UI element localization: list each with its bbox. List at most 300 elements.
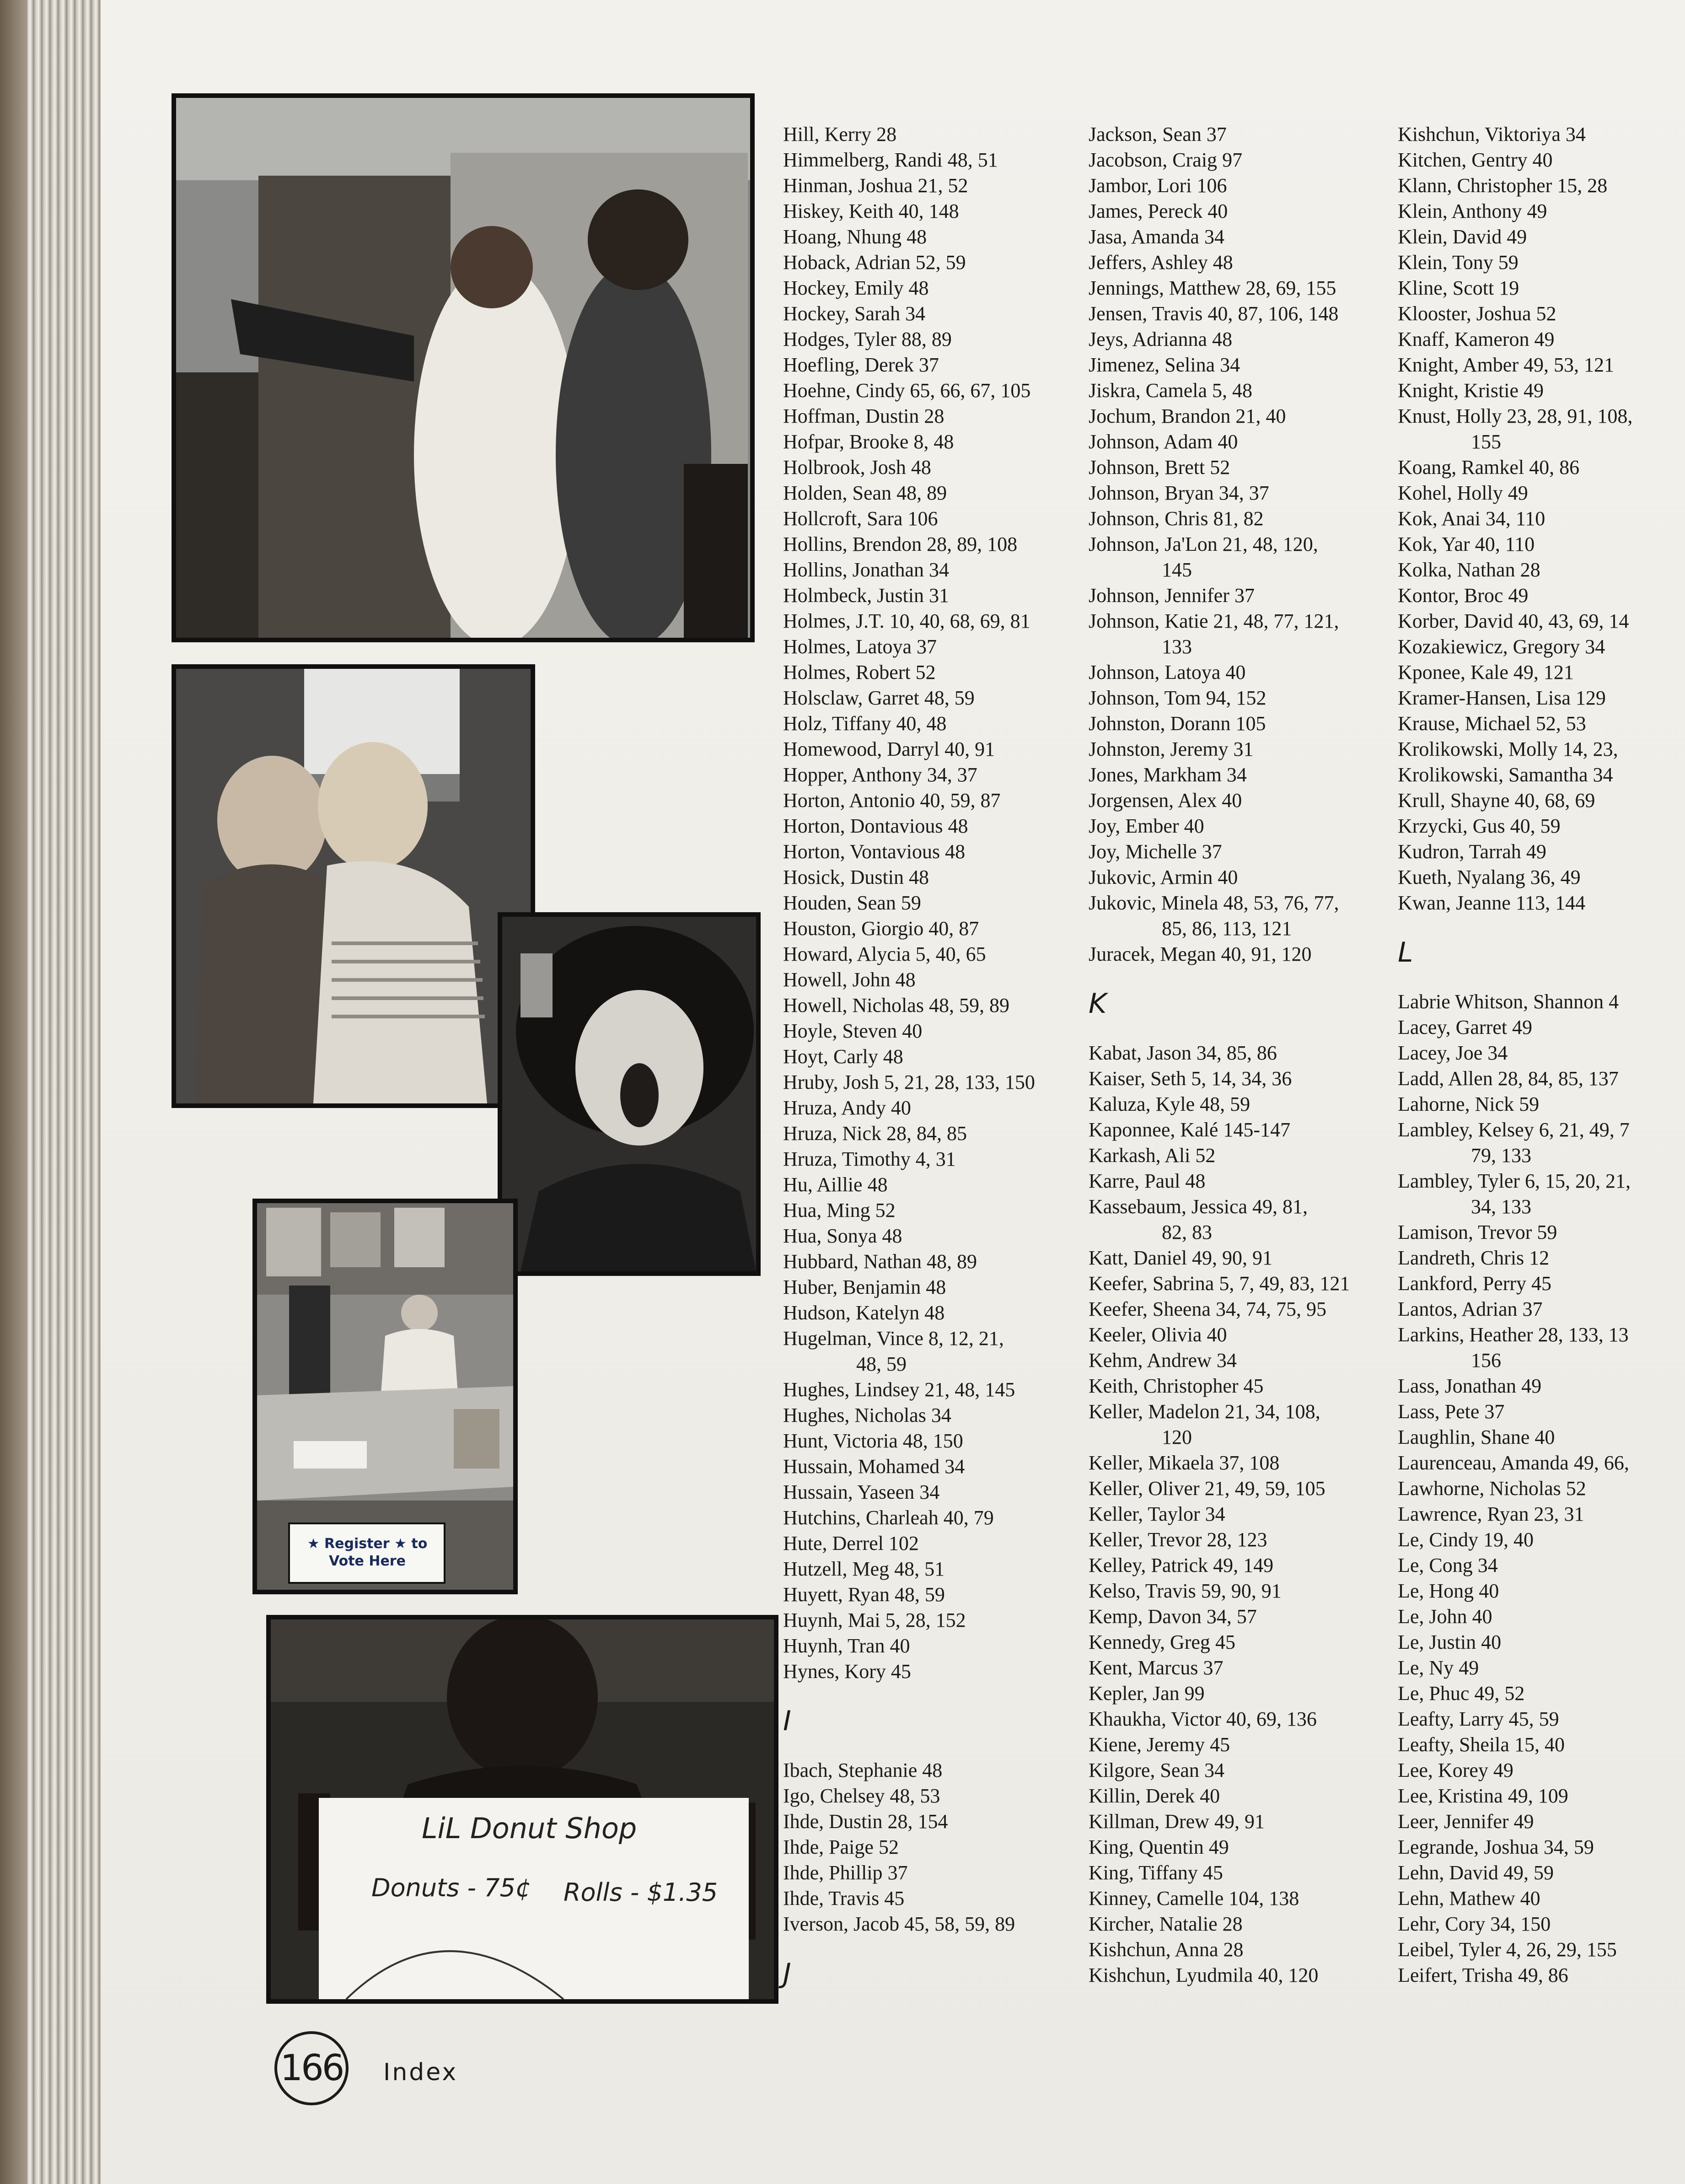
index-entry xyxy=(783,1809,1035,1834)
index-entry-pages: 48 xyxy=(867,1173,888,1196)
index-entry-pages: 28 xyxy=(1520,559,1540,581)
index-entry-pages: 40 xyxy=(1532,149,1553,171)
index-entry xyxy=(1398,1373,1632,1399)
index-entry xyxy=(1089,1373,1350,1399)
index-entry-pages: 59 xyxy=(1537,1221,1557,1243)
register-to-vote-sign: ★ Register ★ to Vote Here xyxy=(307,1536,428,1569)
index-entry-name: Laurenceau, Amanda xyxy=(1398,1452,1569,1474)
index-section-letter: I xyxy=(783,1705,791,1737)
index-entry-pages: 37 xyxy=(1234,584,1255,607)
index-column-h-j xyxy=(783,122,1035,2010)
index-entry-pages: 49, 59 xyxy=(1503,1861,1554,1884)
index-entry-name: Huynh, Mai xyxy=(783,1609,880,1631)
index-entry-name: Hoback, Adrian xyxy=(783,251,911,274)
index-entry-pages: 48 xyxy=(895,968,916,991)
index-entry xyxy=(1089,122,1350,147)
index-entry-name: Ihde, Dustin xyxy=(783,1810,883,1833)
index-entry-name: Holz, Tiffany xyxy=(783,712,891,735)
index-entry xyxy=(1398,1527,1632,1553)
index-entry xyxy=(783,1659,1035,1684)
index-entry-name: Karkash, Ali xyxy=(1089,1144,1191,1167)
index-entry xyxy=(1089,1348,1350,1373)
index-entry-pages: 34 xyxy=(905,302,926,325)
index-entry-name: Hill, Kerry xyxy=(783,123,872,145)
index-entry-pages-continued: 34, 133 xyxy=(1471,1195,1531,1218)
index-entry xyxy=(1089,275,1350,301)
index-entry-pages: 4 xyxy=(1609,990,1619,1013)
index-entry xyxy=(783,865,1035,890)
index-entry xyxy=(1089,403,1350,429)
index-entry-pages: 21, 48, 120, xyxy=(1222,533,1318,555)
index-entry xyxy=(1089,506,1350,532)
index-entry xyxy=(783,1070,1035,1095)
index-entry-pages: 40, 59 xyxy=(1510,815,1561,837)
index-section-letter: K xyxy=(1089,988,1107,1020)
index-entry xyxy=(783,839,1035,865)
index-entry-name: Lass, Jonathan xyxy=(1398,1375,1517,1397)
index-entry xyxy=(1089,1322,1350,1348)
index-entry-name: Ihde, Travis xyxy=(783,1887,880,1910)
index-entry xyxy=(783,1608,1035,1633)
index-entry xyxy=(1398,583,1632,608)
index-entry-pages: 34 xyxy=(1204,1759,1224,1781)
index-entry-pages: 106 xyxy=(907,507,938,530)
index-entry-pages: 40, 110 xyxy=(1475,533,1535,555)
index-entry-name: Hoang, Nhung xyxy=(783,226,902,248)
index-entry xyxy=(1089,224,1350,250)
index-entry-pages: 49, 91 xyxy=(1214,1810,1265,1833)
index-entry-name: Lankford, Perry xyxy=(1398,1272,1527,1295)
index-entry-name: Johnson, Chris xyxy=(1089,507,1208,530)
index-entry xyxy=(783,813,1035,839)
index-entry xyxy=(1089,429,1350,455)
index-entry-name: Leer, Jennifer xyxy=(1398,1810,1509,1833)
index-entry-pages: 34 xyxy=(944,1455,965,1478)
index-entry xyxy=(1089,1296,1350,1322)
index-entry xyxy=(1089,1450,1350,1476)
two-girls-hugging-photo xyxy=(172,664,535,1108)
index-entry-name: Hoffman, Dustin xyxy=(783,405,919,427)
index-entry xyxy=(783,122,1035,147)
index-entry-name: Horton, Antonio xyxy=(783,789,915,812)
index-entry-name: Lamison, Trevor xyxy=(1398,1221,1532,1243)
index-entry xyxy=(783,1300,1035,1326)
yearbook-page xyxy=(101,0,1685,2184)
index-entry-name: Lacey, Garret xyxy=(1398,1016,1507,1038)
index-entry-pages: 28, 84, 85, 137 xyxy=(1497,1067,1619,1090)
index-entry-pages: 28, 154 xyxy=(887,1810,948,1833)
index-entry xyxy=(783,1556,1035,1582)
index-entry-pages: 34, 74, 75, 95 xyxy=(1215,1298,1326,1320)
index-entry-name: Jukovic, Minela xyxy=(1089,892,1218,914)
index-entry xyxy=(1398,1296,1632,1322)
index-entry-pages: 102 xyxy=(888,1532,919,1555)
index-entry-pages: 52 xyxy=(1210,456,1230,479)
index-column-k-l xyxy=(1398,122,1632,1988)
index-entry xyxy=(1398,506,1632,532)
index-entry-name: Hoyt, Carly xyxy=(783,1045,878,1068)
index-entry-pages: 34, 37 xyxy=(1218,482,1269,504)
index-entry-pages: 40, 86 xyxy=(1529,456,1580,479)
index-entry-pages: 5, 21, 28, 133, 150 xyxy=(884,1071,1035,1093)
donut-sign-line2: Donuts - 75¢ xyxy=(371,1873,531,1902)
index-entry-name: James, Pereck xyxy=(1089,200,1203,222)
index-entry-pages: 48, 89 xyxy=(896,482,947,504)
index-entry-name: Houston, Giorgio xyxy=(783,917,924,940)
index-entry xyxy=(1089,199,1350,224)
index-entry xyxy=(1089,660,1350,685)
index-entry-name: Lawhorne, Nicholas xyxy=(1398,1477,1561,1500)
index-entry-pages: 48 xyxy=(1185,1170,1206,1192)
index-entry-name: Krolikowski, Samantha xyxy=(1398,764,1588,786)
index-entry-name: Hudson, Katelyn xyxy=(783,1302,920,1324)
index-entry-pages: 15, 40 xyxy=(1514,1733,1565,1756)
index-entry-pages: 49, 149 xyxy=(1213,1554,1274,1576)
index-entry-pages: 49 xyxy=(1513,1810,1534,1833)
index-entry-name: Hutchins, Charleah xyxy=(783,1506,939,1529)
index-entry-pages: 28 xyxy=(876,123,897,145)
index-entry-pages: 48 xyxy=(922,1759,943,1781)
index-entry xyxy=(783,429,1035,455)
index-entry xyxy=(783,762,1035,788)
index-entry-name: Hockey, Emily xyxy=(783,277,904,299)
index-entry xyxy=(1089,1501,1350,1527)
index-entry-pages: 34 xyxy=(1487,1042,1508,1064)
index-entry-name: Johnston, Dorann xyxy=(1089,712,1231,735)
index-entry-name: Howell, Nicholas xyxy=(783,994,924,1017)
index-entry-name: Jeffers, Ashley xyxy=(1089,251,1208,274)
index-entry xyxy=(783,275,1035,301)
index-entry-pages: 19 xyxy=(1499,277,1519,299)
index-entry-pages: 45 xyxy=(1215,1631,1235,1653)
index-entry-pages: 49 xyxy=(1508,482,1528,504)
index-entry xyxy=(783,608,1035,634)
index-entry-pages: 21, 48, 145 xyxy=(924,1378,1015,1401)
index-entry xyxy=(783,455,1035,480)
index-entry-name: Jones, Markham xyxy=(1089,764,1222,786)
index-entry xyxy=(1398,737,1632,762)
index-entry-pages: 28, 84, 85 xyxy=(886,1122,967,1145)
index-entry-name: Homewood, Darryl xyxy=(783,738,940,760)
index-entry-name: Kolka, Nathan xyxy=(1398,559,1515,581)
index-entry-name: Hoehne, Cindy xyxy=(783,379,905,402)
index-entry-name: Legrande, Joshua xyxy=(1398,1836,1539,1858)
index-entry xyxy=(1089,1245,1350,1271)
index-entry-name: Kueth, Nyalang xyxy=(1398,866,1525,888)
index-entry-pages: 49, 121 xyxy=(1513,661,1574,683)
index-entry xyxy=(1089,1143,1350,1168)
index-entry-name: Houden, Sean xyxy=(783,892,896,914)
index-entry-name: Keller, Madelon xyxy=(1089,1400,1220,1423)
index-entry-name: Joy, Ember xyxy=(1089,815,1179,837)
index-entry-pages: 40 xyxy=(1520,1887,1540,1910)
index-entry xyxy=(1398,455,1632,480)
index-entry xyxy=(783,1172,1035,1198)
index-entry-pages: 49, 90, 91 xyxy=(1192,1247,1273,1269)
index-entry-pages: 104, 138 xyxy=(1229,1887,1299,1910)
index-entry-name: Johnson, Jennifer xyxy=(1089,584,1229,607)
index-entry xyxy=(1398,1758,1632,1783)
index-entry-pages: 49, 66, xyxy=(1573,1452,1629,1474)
index-entry xyxy=(1398,1681,1632,1706)
index-entry-pages: 34 xyxy=(1565,123,1586,145)
index-entry-name: Jasa, Amanda xyxy=(1089,226,1199,248)
index-entry-name: Horton, Dontavious xyxy=(783,815,943,837)
index-entry-pages: 59 xyxy=(1519,1093,1540,1115)
index-entry-pages: 34 xyxy=(1205,1503,1225,1525)
index-entry-name: Jensen, Travis xyxy=(1089,302,1203,325)
index-entry-name: Leibel, Tyler xyxy=(1398,1938,1501,1961)
index-entry-name: Hockey, Sarah xyxy=(783,302,901,325)
index-entry-pages: 59, 90, 91 xyxy=(1201,1580,1282,1602)
index-entry-name: Hollins, Jonathan xyxy=(783,559,924,581)
index-entry-name: Kudron, Tarrah xyxy=(1398,840,1521,863)
index-entry-name: Keefer, Sabrina xyxy=(1089,1272,1214,1295)
index-entry xyxy=(783,1198,1035,1223)
index-entry xyxy=(1089,1194,1350,1245)
index-entry-pages: 21, 40 xyxy=(1235,405,1286,427)
index-entry-pages: 36, 49 xyxy=(1530,866,1581,888)
index-entry-name: Igo, Chelsey xyxy=(783,1785,885,1807)
index-entry xyxy=(1089,1860,1350,1886)
index-entry xyxy=(1398,352,1632,378)
index-entry xyxy=(783,199,1035,224)
index-entry-pages: 48, 59 xyxy=(924,687,975,709)
index-entry-name: Hruby, Josh xyxy=(783,1071,879,1093)
index-entry-pages: 34 xyxy=(1226,764,1247,786)
index-entry-pages: 34 xyxy=(931,1404,951,1426)
index-entry-name: Kishchun, Anna xyxy=(1089,1938,1218,1961)
index-entry-name: Kaponnee, Kalé xyxy=(1089,1119,1218,1141)
index-entry xyxy=(1398,839,1632,865)
index-entry xyxy=(783,1758,1035,1783)
index-entry-pages: 37 xyxy=(918,354,939,376)
index-entry-name: Korber, David xyxy=(1398,610,1513,632)
index-entry-pages: 48, 59, 89 xyxy=(928,994,1009,1017)
index-entry-pages: 19, 40 xyxy=(1483,1528,1534,1551)
index-entry-pages: 37 xyxy=(917,635,937,658)
index-entry-name: Kassebaum, Jessica xyxy=(1089,1195,1248,1218)
index-entry-name: Hugelman, Vince xyxy=(783,1327,923,1350)
index-entry-name: Jambor, Lori xyxy=(1089,174,1192,197)
index-entry-name: Krolikowski, Molly xyxy=(1398,738,1558,760)
index-entry-name: Klein, Anthony xyxy=(1398,200,1522,222)
index-entry xyxy=(1089,301,1350,327)
index-entry xyxy=(783,1377,1035,1403)
index-entry-pages: 49 xyxy=(1523,379,1544,402)
index-entry xyxy=(1398,788,1632,813)
index-entry-pages: 52, 59 xyxy=(915,251,966,274)
index-entry-pages: 40, 91, 120 xyxy=(1221,943,1312,965)
index-entry-name: Johnson, Tom xyxy=(1089,687,1201,709)
index-entry-pages: 45 xyxy=(1210,1733,1230,1756)
index-entry xyxy=(1089,480,1350,506)
index-entry-name: Kabat, Jason xyxy=(1089,1042,1191,1064)
index-entry-pages: 23, 28, 91, 108, xyxy=(1507,405,1633,427)
index-entry xyxy=(1398,1117,1632,1168)
index-entry xyxy=(783,1428,1035,1454)
index-entry xyxy=(783,173,1035,199)
index-entry-name: Keller, Oliver xyxy=(1089,1477,1200,1500)
index-entry xyxy=(1398,1015,1632,1040)
index-entry xyxy=(1089,532,1350,583)
index-entry-pages: 40 xyxy=(1200,1785,1220,1807)
index-entry-pages: 129 xyxy=(1575,687,1606,709)
index-entry-name: Hodges, Tyler xyxy=(783,328,896,350)
index-entry xyxy=(1089,1578,1350,1604)
index-entry xyxy=(1089,711,1350,737)
index-entry xyxy=(1089,788,1350,813)
index-entry xyxy=(1398,865,1632,890)
index-entry-pages: 48, 53, 76, 77, xyxy=(1223,892,1339,914)
index-entry xyxy=(783,147,1035,173)
index-entry-pages: 48 xyxy=(1213,251,1233,274)
index-entry-name: Jochum, Brandon xyxy=(1089,405,1231,427)
index-entry-name: Kelso, Travis xyxy=(1089,1580,1196,1602)
index-entry xyxy=(1398,1220,1632,1245)
index-entry-pages: 28, 89, 108 xyxy=(927,533,1018,555)
index-entry xyxy=(783,1223,1035,1249)
index-entry-name: Le, Hong xyxy=(1398,1580,1474,1602)
index-entry-name: Hruza, Andy xyxy=(783,1097,886,1119)
index-entry-pages-continued: 79, 133 xyxy=(1471,1144,1531,1167)
index-entry xyxy=(1398,557,1632,583)
index-entry-name: Kontor, Broc xyxy=(1398,584,1503,607)
index-entry xyxy=(783,685,1035,711)
index-entry xyxy=(783,660,1035,685)
index-entry-pages: 49 xyxy=(1493,1759,1513,1781)
index-entry xyxy=(783,737,1035,762)
index-entry-pages: 48 xyxy=(924,1302,945,1324)
index-entry-name: Leafty, Larry xyxy=(1398,1708,1504,1730)
index-entry-pages-continued: 133 xyxy=(1162,635,1192,658)
index-entry-pages: 49, 52 xyxy=(1474,1682,1525,1705)
two-boys-posing-photo xyxy=(172,93,755,642)
index-entry-name: Holmes, J.T. xyxy=(783,610,885,632)
boy-curly-hair-yelling-photo xyxy=(498,912,761,1276)
index-entry-pages: 28 xyxy=(924,405,944,427)
index-entry-name: Lambley, Kelsey xyxy=(1398,1119,1534,1141)
index-entry-name: Hynes, Kory xyxy=(783,1660,886,1683)
index-entry-name: Horton, Vontavious xyxy=(783,840,940,863)
index-entry-pages: 34 xyxy=(1216,1349,1237,1372)
index-entry xyxy=(1398,1783,1632,1809)
index-entry-pages: 40 xyxy=(1479,1580,1499,1602)
index-entry-name: Jennings, Matthew xyxy=(1089,277,1241,299)
index-entry-name: Holbrook, Josh xyxy=(783,456,906,479)
index-entry-pages: 48 xyxy=(945,840,966,863)
index-entry-pages: 48 xyxy=(1212,328,1233,350)
index-entry-pages-continued: 155 xyxy=(1471,430,1501,453)
index-entry-pages: 40 xyxy=(1218,430,1238,453)
index-entry xyxy=(1089,583,1350,608)
index-entry-pages: 48 xyxy=(882,1225,902,1247)
index-entry-name: Kramer-Hansen, Lisa xyxy=(1398,687,1571,709)
index-entry-name: Himmelberg, Randi xyxy=(783,149,943,171)
index-entry-name: Jorgensen, Alex xyxy=(1089,789,1217,812)
index-entry-pages: 40 xyxy=(1184,815,1204,837)
index-entry-pages: 28, 69, 155 xyxy=(1245,277,1336,299)
index-entry-pages: 49 xyxy=(1459,1657,1479,1679)
index-entry-name: Hosick, Dustin xyxy=(783,866,904,888)
index-entry xyxy=(783,301,1035,327)
index-entry-name: Kaluza, Kyle xyxy=(1089,1093,1195,1115)
index-entry-pages: 49 xyxy=(1508,584,1529,607)
index-entry-pages: 40 xyxy=(1207,1323,1227,1346)
index-entry-pages: 40 xyxy=(1481,1631,1502,1653)
index-entry xyxy=(1398,1399,1632,1425)
index-entry-name: Laughlin, Shane xyxy=(1398,1426,1530,1448)
index-entry xyxy=(1398,1911,1632,1937)
index-entry-pages: 49, 53, 121 xyxy=(1523,354,1614,376)
index-entry-name: Hinman, Joshua xyxy=(783,174,913,197)
index-entry xyxy=(783,403,1035,429)
index-entry-name: Lehn, David xyxy=(1398,1861,1498,1884)
index-entry-name: Killin, Derek xyxy=(1089,1785,1195,1807)
index-entry-pages: 94, 152 xyxy=(1206,687,1266,709)
index-entry xyxy=(1089,685,1350,711)
index-entry xyxy=(1089,1168,1350,1194)
index-entry-pages: 37 xyxy=(1206,123,1227,145)
index-entry-name: Johnston, Jeremy xyxy=(1089,738,1229,760)
index-entry-pages: 48, 53 xyxy=(890,1785,940,1807)
index-entry-pages: 49, 81, xyxy=(1252,1195,1308,1218)
index-entry-name: Lawrence, Ryan xyxy=(1398,1503,1529,1525)
index-entry-pages: 52 xyxy=(1195,1144,1216,1167)
index-entry xyxy=(1398,1501,1632,1527)
index-entry xyxy=(1398,1040,1632,1066)
index-entry xyxy=(783,993,1035,1018)
index-entry xyxy=(1089,608,1350,660)
index-entry-pages: 21, 48, 77, 121, xyxy=(1213,610,1339,632)
index-entry-pages: 40, 87, 106, 148 xyxy=(1207,302,1339,325)
index-entry xyxy=(1398,1578,1632,1604)
index-entry xyxy=(783,224,1035,250)
index-entry-name: Le, Justin xyxy=(1398,1631,1476,1653)
index-entry-name: Kilgore, Sean xyxy=(1089,1759,1199,1781)
index-entry-name: Jimenez, Selina xyxy=(1089,354,1215,376)
index-entry xyxy=(1398,1963,1632,1988)
index-entry-name: Le, John xyxy=(1398,1605,1467,1628)
index-entry-name: Klann, Christopher xyxy=(1398,174,1552,197)
index-entry xyxy=(1398,711,1632,737)
index-entry-name: Hutzell, Meg xyxy=(783,1558,890,1580)
index-entry-pages: 49 xyxy=(1507,226,1527,248)
index-entry xyxy=(1089,1937,1350,1963)
index-entry-pages: 37, 108 xyxy=(1219,1452,1280,1474)
index-entry xyxy=(1089,1604,1350,1630)
index-entry-name: Keeler, Olivia xyxy=(1089,1323,1202,1346)
index-entry xyxy=(1398,147,1632,173)
index-entry xyxy=(1398,224,1632,250)
index-entry xyxy=(783,890,1035,916)
index-entry-name: Hute, Derrel xyxy=(783,1532,884,1555)
index-entry-pages: 40, 59, 87 xyxy=(920,789,1001,812)
index-entry-name: Howell, John xyxy=(783,968,891,991)
index-entry xyxy=(783,1582,1035,1608)
index-entry-name: Holden, Sean xyxy=(783,482,892,504)
donut-sign-line3: Rolls - $1.35 xyxy=(563,1878,718,1907)
index-entry xyxy=(783,1783,1035,1809)
index-entry xyxy=(1398,813,1632,839)
index-entry-pages-continued: 156 xyxy=(1471,1349,1501,1372)
index-entry-name: Kohel, Holly xyxy=(1398,482,1503,504)
index-entry-pages: 49 xyxy=(1521,1375,1542,1397)
index-entry-name: Hollins, Brendon xyxy=(783,533,922,555)
index-entry-pages: 40 xyxy=(890,1635,910,1657)
index-entry xyxy=(1089,1527,1350,1553)
index-entry-name: Knaff, Kameron xyxy=(1398,328,1529,350)
